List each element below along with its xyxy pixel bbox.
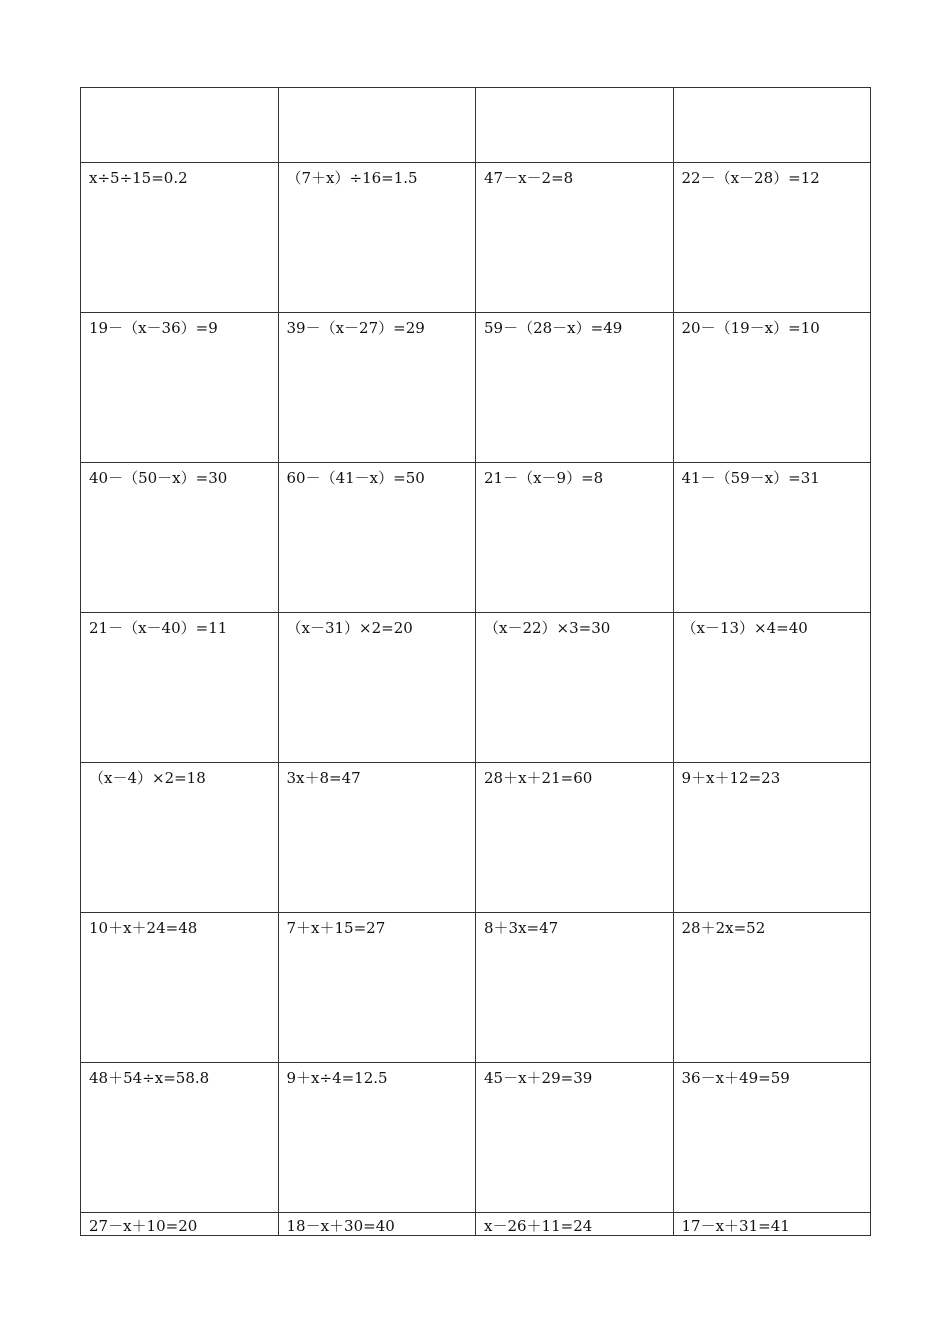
equation-cell: 60－（41－x）=50 (278, 463, 476, 613)
header-cell (673, 88, 871, 163)
equation-cell: 59－（28－x）=49 (476, 313, 674, 463)
equation-cell: 19－（x－36）=9 (81, 313, 279, 463)
equation-cell: 18－x＋30=40 (278, 1213, 476, 1236)
equation-cell: 21－（x－9）=8 (476, 463, 674, 613)
equation-cell: x÷5÷15=0.2 (81, 163, 279, 313)
equation-cell: 10＋x＋24=48 (81, 913, 279, 1063)
equation-cell: 45－x＋29=39 (476, 1063, 674, 1213)
equation-cell: 48＋54÷x=58.8 (81, 1063, 279, 1213)
equation-cell: 22－（x－28）=12 (673, 163, 871, 313)
equation-worksheet-table (80, 87, 871, 1236)
equation-cell: 9＋x＋12=23 (673, 763, 871, 913)
equation-cell: 28＋2x=52 (673, 913, 871, 1063)
table-row (81, 763, 871, 913)
table-row-header (81, 88, 871, 163)
equation-cell: 3x＋8=47 (278, 763, 476, 913)
table-row (81, 913, 871, 1063)
header-cell (476, 88, 674, 163)
equation-cell: 40－（50－x）=30 (81, 463, 279, 613)
equation-cell: 28＋x＋21=60 (476, 763, 674, 913)
equation-cell: （7＋x）÷16=1.5 (278, 163, 476, 313)
equation-cell: 7＋x＋15=27 (278, 913, 476, 1063)
equation-cell: 36－x＋49=59 (673, 1063, 871, 1213)
table-row (81, 613, 871, 763)
equation-cell: （x－22）×3=30 (476, 613, 674, 763)
equation-cell: 39－（x－27）=29 (278, 313, 476, 463)
equation-cell: 9＋x÷4=12.5 (278, 1063, 476, 1213)
equation-cell: （x－13）×4=40 (673, 613, 871, 763)
table-row (81, 1213, 871, 1236)
equation-cell: 41－（59－x）=31 (673, 463, 871, 613)
header-cell (81, 88, 279, 163)
table-row (81, 1063, 871, 1213)
table-row (81, 463, 871, 613)
table-row (81, 163, 871, 313)
table-row (81, 313, 871, 463)
equation-cell: x－26＋11=24 (476, 1213, 674, 1236)
equation-cell: 47－x－2=8 (476, 163, 674, 313)
equation-cell: 27－x＋10=20 (81, 1213, 279, 1236)
equation-cell: （x－4）×2=18 (81, 763, 279, 913)
equation-cell: 21－（x－40）=11 (81, 613, 279, 763)
equation-cell: 17－x＋31=41 (673, 1213, 871, 1236)
equation-cell: （x－31）×2=20 (278, 613, 476, 763)
equation-cell: 20－（19－x）=10 (673, 313, 871, 463)
equation-cell: 8＋3x=47 (476, 913, 674, 1063)
header-cell (278, 88, 476, 163)
